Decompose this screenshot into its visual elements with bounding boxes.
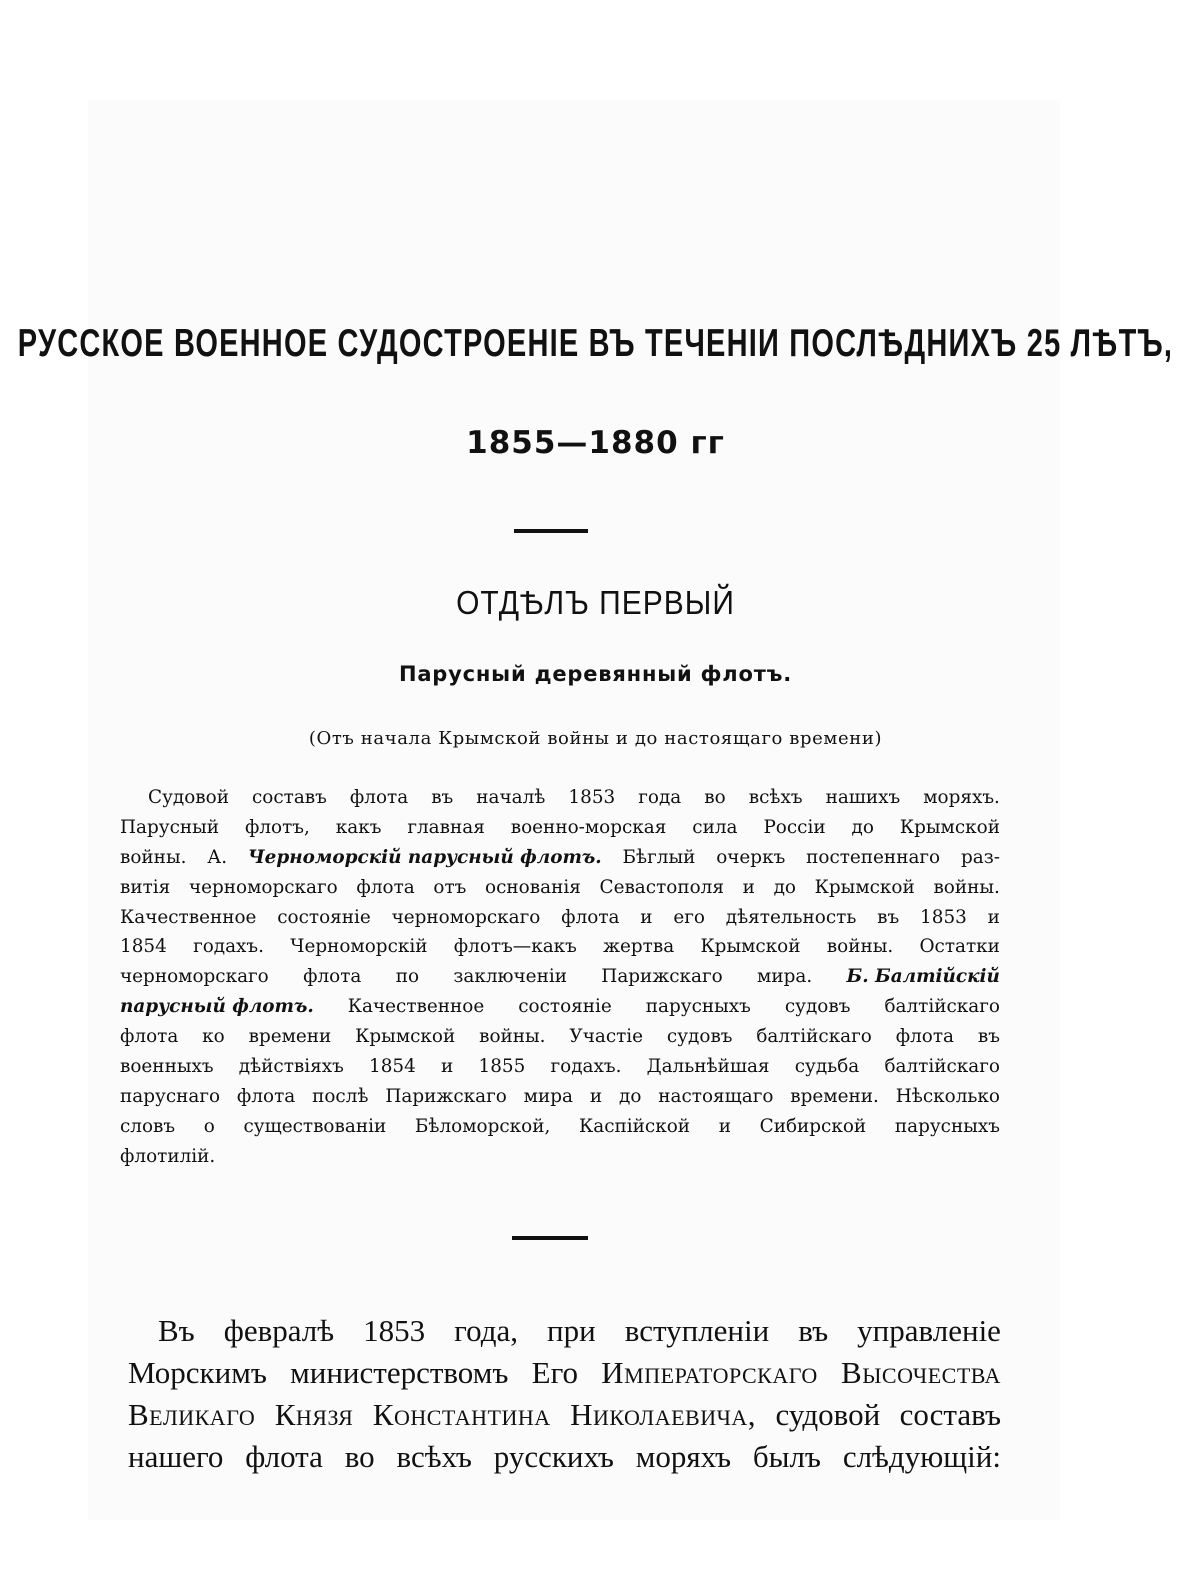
word: балтійскаго [756, 1026, 872, 1048]
word: во [704, 787, 726, 808]
word: до [773, 876, 796, 898]
section-period: (Отъ начала Крымской войны и до настоящаго времени) [308, 728, 883, 749]
word: флота [245, 1439, 323, 1474]
word: составъ [899, 1397, 1001, 1432]
document-title: РУССКОЕ ВОЕННОЕ СУДОСТРОЕНІЕ ВЪ ТЕЧЕНІИ ПОСЛѢДНИХЪ 25 ЛѢТЪ, [17, 322, 1174, 366]
word: вступленіи [624, 1313, 770, 1348]
word: Каспійской [579, 1115, 691, 1137]
word: слѣдующій: [842, 1439, 1001, 1474]
word: и [742, 876, 755, 898]
word: флотъ, [244, 816, 310, 838]
divider-rule-bottom [512, 1236, 588, 1240]
body-paragraph [128, 1310, 1001, 1478]
summary-line [120, 813, 1000, 843]
word: министерствомъ [290, 1355, 509, 1390]
word: 1853 [363, 1313, 426, 1348]
summary-line [120, 1112, 1000, 1142]
word: Качественное [120, 906, 257, 928]
word: постепеннаго [806, 846, 941, 868]
word: былъ [752, 1439, 821, 1474]
word: нашего [128, 1439, 224, 1474]
word: составъ [252, 787, 327, 808]
word: жертва [603, 936, 675, 958]
word: балтійскаго [884, 1056, 1000, 1078]
word: 1855 [478, 1056, 526, 1078]
word: 1853 [920, 906, 967, 928]
chapter-summary [120, 783, 1000, 1172]
word: Николаевича, [570, 1397, 757, 1432]
word: Высочества [841, 1355, 1001, 1390]
word: Императорскаго [601, 1355, 818, 1390]
word: главная [407, 816, 485, 838]
word: моряхъ [635, 1439, 731, 1474]
word: судовъ [666, 1026, 733, 1048]
word: Парижскаго [385, 1085, 507, 1107]
word: войны. [479, 1026, 546, 1048]
word: существованіи [243, 1115, 387, 1137]
word: Князя [274, 1397, 354, 1432]
word: Качественное [347, 996, 485, 1018]
word: 1854 [120, 936, 167, 958]
word: Парижскаго [601, 966, 723, 988]
word: черноморскаго [391, 906, 541, 928]
word: ко [202, 1026, 225, 1048]
word: Крымской [814, 876, 915, 898]
section-heading: ОТДѢЛЪ ПЕРВЫЙ [456, 585, 735, 622]
word: Крымской [355, 1026, 456, 1048]
word: и [640, 906, 653, 928]
word: какъ [335, 816, 382, 838]
word: до [619, 1085, 642, 1107]
word: дѣйствіяхъ [238, 1056, 344, 1078]
summary-line [120, 1142, 1000, 1172]
summary-line [120, 1082, 1000, 1112]
word: черноморскаго [120, 966, 269, 988]
word: судовой [775, 1397, 881, 1432]
summary-line [120, 962, 1000, 992]
word: февралѣ [223, 1313, 335, 1348]
word: въ [977, 1026, 1000, 1048]
word: управленіе [857, 1313, 1001, 1348]
word: Остатки [919, 936, 1000, 958]
word: въ [431, 787, 454, 808]
word: словъ [120, 1115, 176, 1137]
word: года, [454, 1313, 518, 1348]
word: Крымской [899, 816, 1000, 838]
word: о [203, 1115, 215, 1137]
word: 1853 [568, 787, 616, 808]
word: Участіе [569, 1026, 644, 1048]
word: Севастополя [599, 876, 724, 898]
word: и [441, 1056, 454, 1078]
word: годахъ. [550, 1056, 622, 1078]
body-line [128, 1394, 1001, 1436]
word: Его [531, 1355, 579, 1390]
word: Судовой [148, 787, 229, 808]
word: флота [356, 876, 415, 898]
word: моряхъ. [923, 787, 1000, 808]
word: Въ [158, 1313, 195, 1348]
word: флота [303, 966, 362, 988]
word: заключеніи [453, 966, 567, 988]
word: парусный флотъ. [120, 996, 314, 1018]
word: при [547, 1313, 596, 1348]
body-line [128, 1352, 1001, 1394]
word: года [638, 787, 682, 808]
word: Черноморскій [290, 936, 428, 958]
word: военно-морская [510, 816, 667, 838]
summary-line [120, 873, 1000, 903]
word: въ [798, 1313, 829, 1348]
word: времени [248, 1026, 332, 1048]
word: дѣятельность [725, 906, 857, 928]
summary-line [120, 1022, 1000, 1052]
word: настоящаго [658, 1085, 774, 1107]
summary-line [120, 783, 1000, 813]
word: мира. [757, 966, 813, 988]
word: годахъ. [193, 936, 264, 958]
word: витія [120, 876, 171, 898]
word: отъ [433, 876, 467, 898]
word: всѣхъ [396, 1439, 472, 1474]
word: флота [895, 1026, 955, 1048]
word: и [589, 1085, 603, 1107]
word: войны. [120, 846, 187, 868]
word: парусныхъ [894, 1115, 1000, 1137]
word: балтійскаго [884, 996, 1000, 1018]
word: судовъ [784, 996, 851, 1018]
word: до [851, 816, 874, 838]
word: по [395, 966, 420, 988]
body-line [128, 1310, 1001, 1352]
word: Константина [372, 1397, 551, 1432]
word: войны. [826, 936, 894, 958]
word: Морскимъ [128, 1355, 267, 1390]
word: черноморскаго [188, 876, 338, 898]
word: судьба [794, 1056, 860, 1078]
summary-line [120, 992, 1000, 1022]
word: войны. [933, 876, 1000, 898]
word: Бѣломорской, [414, 1115, 551, 1137]
word: и [987, 906, 1000, 928]
word: очеркъ [716, 846, 786, 868]
word: Черноморскій парусный флотъ. [247, 846, 602, 868]
word: флота [561, 906, 620, 928]
word: Бѣглый [622, 846, 696, 868]
word: Крымской [700, 936, 801, 958]
summary-line [120, 1052, 1000, 1082]
summary-line [120, 843, 1000, 873]
word: 1854 [369, 1056, 416, 1078]
word: Б. Балтійскій [846, 966, 1000, 988]
word: всѣхъ [748, 787, 803, 808]
section-subtitle: Парусный деревянный флотъ. [398, 662, 793, 686]
word: флота [349, 787, 409, 808]
word: Нѣсколько [895, 1085, 1000, 1107]
word: началѣ [476, 787, 546, 808]
word: флота [120, 1026, 179, 1048]
word: паруснаго [120, 1085, 221, 1107]
document-years: 1855—1880 гг [466, 425, 725, 461]
word: во [344, 1439, 375, 1474]
word: флотъ—какъ [453, 936, 577, 958]
word: флотилій. [120, 1145, 216, 1167]
word: основанія [485, 876, 581, 898]
body-line [128, 1436, 1001, 1478]
word: военныхъ [120, 1056, 214, 1078]
word: Великаго [128, 1397, 256, 1432]
word: сила [692, 816, 738, 838]
word: Россіи [763, 816, 826, 838]
word: и [718, 1115, 731, 1137]
word: русскихъ [493, 1439, 614, 1474]
word: нашихъ [825, 787, 901, 808]
word: времени. [790, 1085, 879, 1107]
summary-line [120, 903, 1000, 933]
word: въ [877, 906, 900, 928]
word: состояніе [518, 996, 612, 1018]
word: послѣ [312, 1085, 369, 1107]
word: флота [236, 1085, 296, 1107]
word: парусныхъ [645, 996, 751, 1018]
word: состояніе [277, 906, 371, 928]
word: Сибирской [759, 1115, 867, 1137]
word: раз- [960, 846, 1000, 868]
word: мира [523, 1085, 573, 1107]
word: Парусный [120, 816, 220, 838]
word: Дальнѣйшая [646, 1056, 770, 1078]
divider-rule-top [514, 529, 588, 533]
summary-line [120, 932, 1000, 962]
word: его [673, 906, 705, 928]
word: А. [207, 846, 228, 868]
